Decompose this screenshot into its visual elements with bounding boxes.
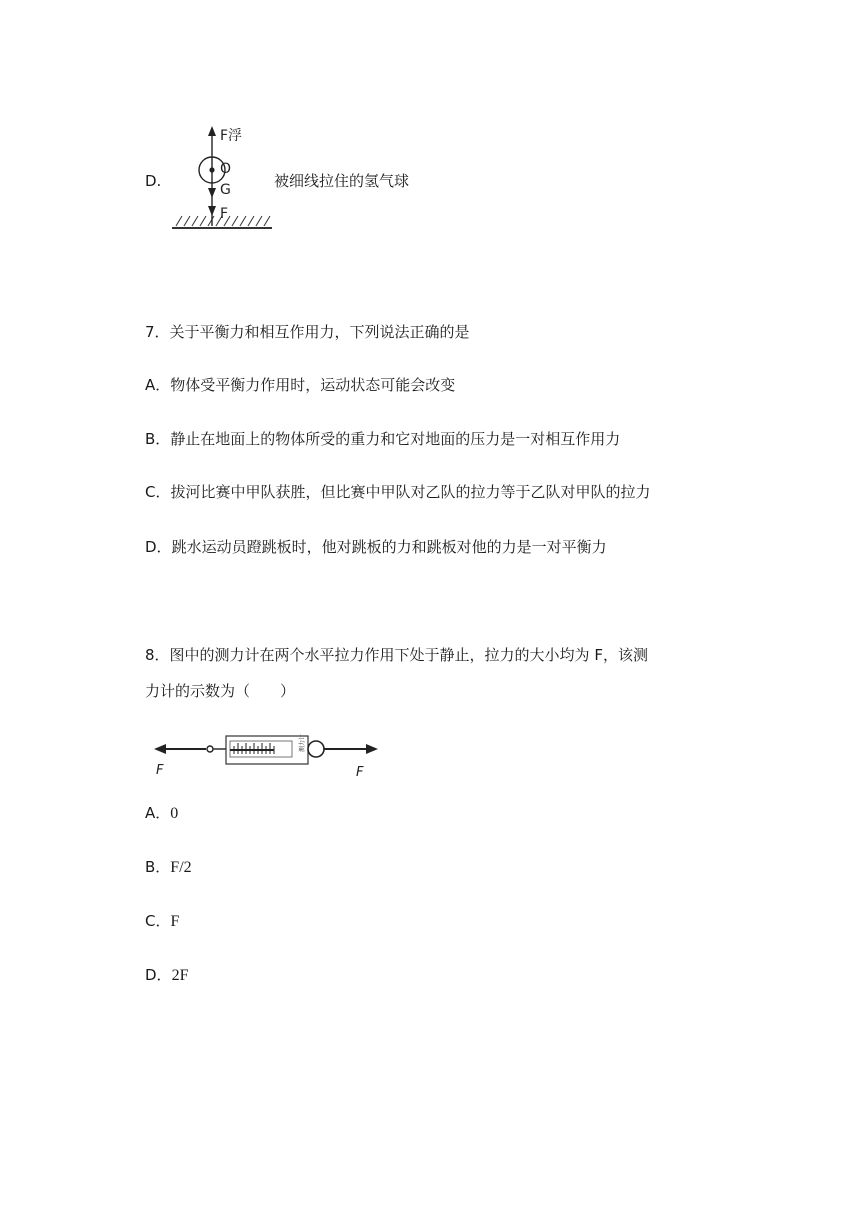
- option-text: 2F: [171, 967, 189, 984]
- buoyancy-arrow: [208, 126, 216, 136]
- q7-option-d: [145, 537, 607, 557]
- q7-option-a: [145, 375, 455, 395]
- option-text: 0: [170, 805, 179, 822]
- option-text: 拔河比赛中甲队获胜，但比赛中甲队对乙队的拉力等于乙队对甲队的拉力: [170, 483, 651, 501]
- q8-option-c: [145, 911, 179, 932]
- option-text: 静止在地面上的物体所受的重力和它对地面的压力是一对相互作用力: [170, 430, 621, 448]
- option-text: 物体受平衡力作用时，运动状态可能会改变: [170, 376, 456, 394]
- label-buoyancy: F浮: [220, 128, 243, 144]
- balloon-force-diagram: [168, 122, 272, 232]
- left-force-arrow: [154, 744, 166, 754]
- q8-stem-line-1: 8．图中的测力计在两个水平拉力作用下处于静止，拉力的大小均为 F，该测: [145, 646, 648, 664]
- option-prefix: C．: [145, 912, 171, 930]
- left-force-label: F: [156, 763, 164, 778]
- label-gravity: G: [220, 182, 231, 198]
- option-prefix: A．: [145, 376, 171, 394]
- q7-stem: 7．关于平衡力和相互作用力，下列说法正确的是: [145, 323, 470, 341]
- right-force-arrow: [366, 744, 378, 754]
- right-force-label: F: [356, 765, 364, 778]
- label-center: O: [220, 161, 232, 177]
- option-prefix: A．: [145, 804, 171, 822]
- option-prefix: D．: [145, 538, 172, 556]
- q6-option-d-prefix: D.: [145, 172, 162, 190]
- q8-stem-line-2: 力计的示数为（ ）: [145, 682, 296, 700]
- option-prefix: D．: [145, 966, 172, 984]
- q8-option-a: [145, 803, 178, 824]
- q8-option-d: [145, 965, 188, 986]
- spring-scale-diagram: [150, 726, 382, 778]
- pull-arrow: [208, 206, 216, 216]
- q7-option-b: [145, 429, 620, 449]
- label-pull: F: [220, 206, 229, 222]
- option-prefix: B．: [145, 430, 171, 448]
- scale-label: 测力计: [299, 733, 306, 752]
- q7-option-c: [145, 482, 651, 502]
- option-text: F: [170, 913, 180, 930]
- option-prefix: C．: [145, 483, 171, 501]
- option-prefix: B．: [145, 858, 171, 876]
- scale-hook: [207, 746, 213, 752]
- q8-option-b: [145, 857, 192, 878]
- center-point: [209, 167, 214, 172]
- scale-ring: [308, 741, 324, 757]
- q6-option-d-caption: 被细线拉住的氢气球: [274, 172, 410, 190]
- option-text: 跳水运动员蹬跳板时，他对跳板的力和跳板对他的力是一对平衡力: [171, 538, 607, 556]
- option-text: F/2: [170, 859, 192, 876]
- gravity-arrow: [208, 188, 216, 198]
